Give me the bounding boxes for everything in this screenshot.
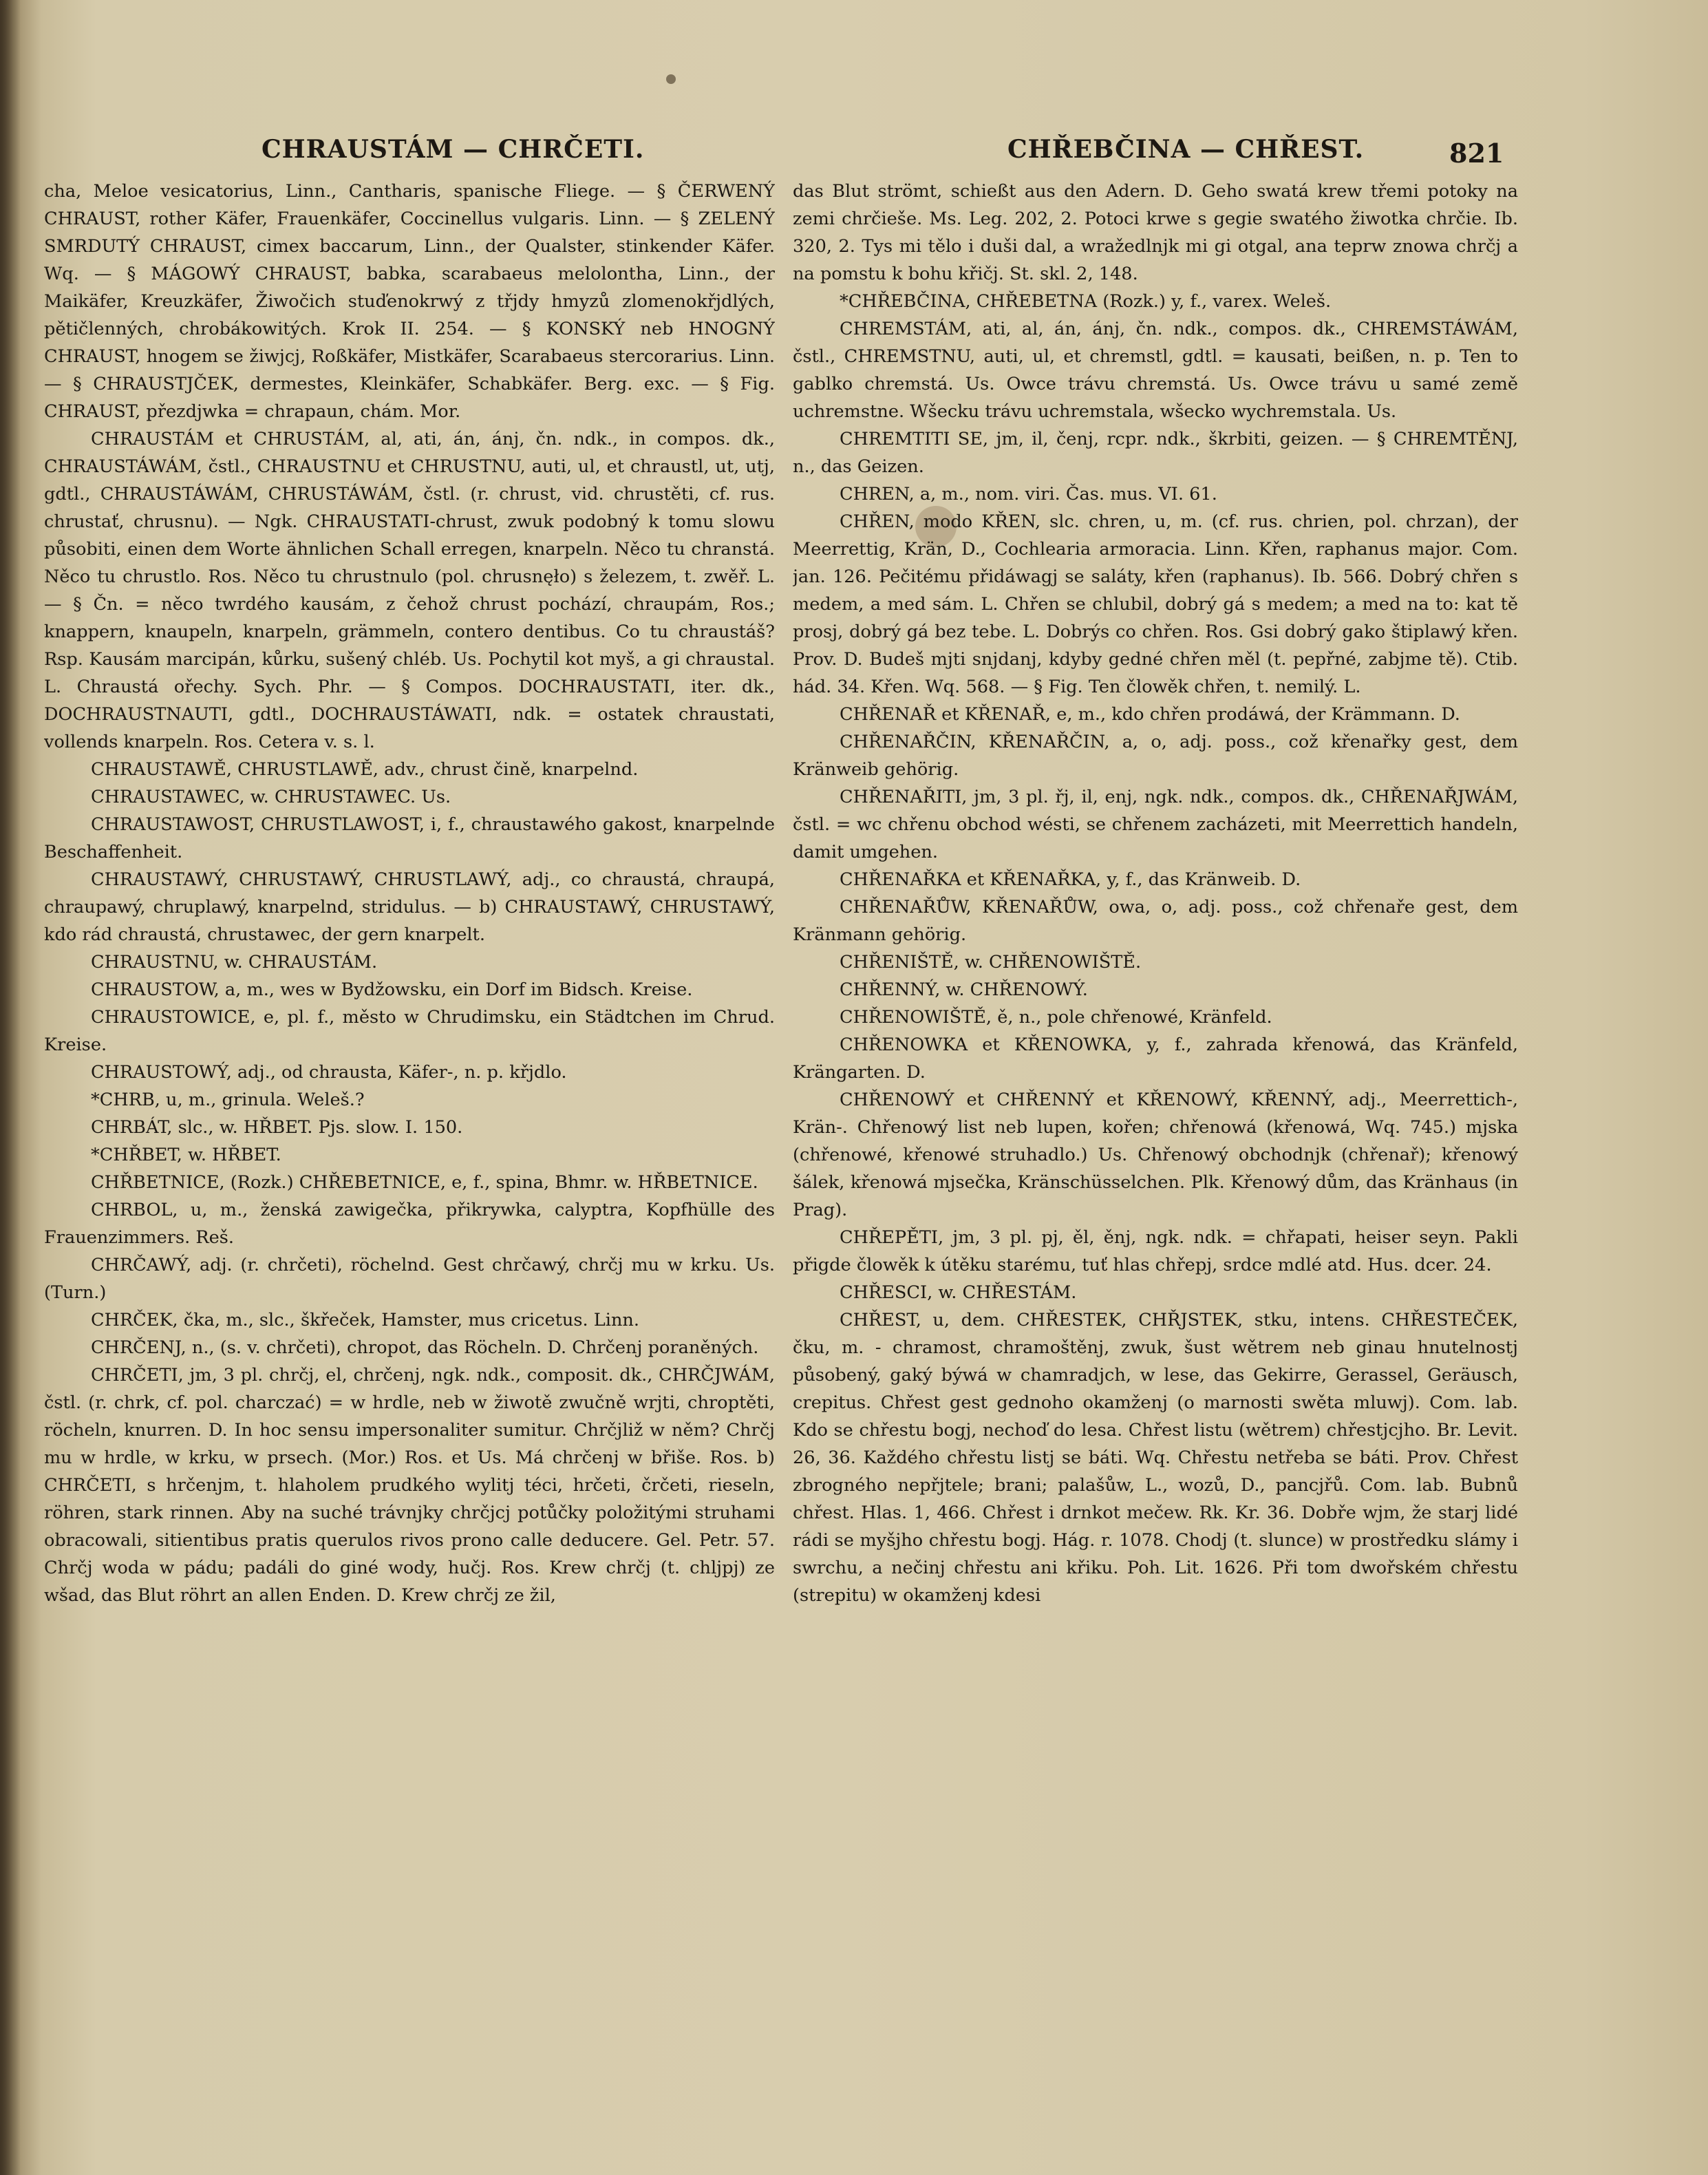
dictionary-entry: CHŘENOWIŠTĚ, ě, n., pole chřenowé, Kränfeld. [840, 1007, 1272, 1028]
dictionary-entry: CHREMSTÁM, ati, al, án, ánj, čn. ndk., compos. dk., CHREMSTÁWÁM, čstl., CHREMSTNU, auti, ul, et chremstl, gdtl. = kausati, beißen, n. p. Ten to gablko chremstá. Us. Owce trávu chremstá. Us. Owce trávu u samé země uchremstne. Wšecku trávu uchremstala, wšecko wychremstala. Us. [793, 319, 1518, 422]
dictionary-entry: CHRAUSTOW, a, m., wes w Bydžowsku, ein Dorf im Bidsch. Kreise. [91, 979, 693, 1000]
dictionary-entry: CHRČETI, jm, 3 pl. chrčj, el, chrčenj, ngk. ndk., composit. dk., CHRČJWÁM, čstl. (r. chrk, cf. pol. charczać) = w hrdle, neb w žiwotě zwučně wrjti, chroptěti, röcheln, knurren. D. In hoc sensu impersonaliter sumitur. Chrčjliž w něm? Chrčj mu w hrdle, w krku, w prsech. (Mor.) Ros. et Us. Má chrčenj w břiše. Ros. b) CHRČETI, s hrčenjm, t. hlaholem prudkého wylitj téci, hrčeti, črčeti, rieseln, röhren, stark rinnen. Aby na suché trávnjky chrčjcj potůčky položitými struhami obracowali, sitientibus pratis querulos rivos prono calle deducere. Gel. Petr. 57. Chrčj woda w pádu; padáli do giné wody, hučj. Ros. Krew chrčj (t. chljpj) ze wšad, das Blut röhrt an allen Enden. D. Krew chrčj ze žil, [44, 1365, 775, 1606]
dictionary-entry: CHŘENAŘ et KŘENAŘ, e, m., kdo chřen prodáwá, der Krämmann. D. [840, 704, 1460, 725]
dictionary-entry: cha, Meloe vesicatorius, Linn., Cantharis, spanische Fliege. — § ČERWENÝ CHRAUST, rother Käfer, Frauenkäfer, Coccinellus vulgaris. Linn. — § ZELENÝ SMRDUTÝ CHRAUST, cimex baccarum, Linn., der Qualster, stinkender Käfer. Wq. — § MÁGOWÝ CHRAUST, babka, scarabaeus melolontha, Linn., der Maikäfer, Kreuzkäfer, Žiwočich stuďenokrwý z třjdy hmyzů zlomenokřjdlých, pětičlenných, chrobákowitých. Krok II. 254. — § KONSKÝ neb HNOGNÝ CHRAUST, hnogem se žiwjcj, Roßkäfer, Mistkäfer, Scarabaeus stercorarius. Linn. — § CHRAUSTJČEK, dermestes, Kleinkäfer, Schabkäfer. Berg. exc. — § Fig. CHRAUST, přezdjwka = chrapaun, chám. Mor. [44, 181, 775, 422]
right-running-header: CHŘEBČINA — CHŘEST. [1007, 135, 1365, 164]
dictionary-entry: CHRČEK, čka, m., slc., škřeček, Hamster, mus cricetus. Linn. [91, 1310, 640, 1330]
dictionary-entry: CHŘENNÝ, w. CHŘENOWÝ. [840, 979, 1088, 1000]
dictionary-entry: CHŘENAŘITI, jm, 3 pl. řj, il, enj, ngk. ndk., compos. dk., CHŘENAŘJWÁM, čstl. = wc chřenu obchod wésti, se chřenem zacházeti, mit Meerrettich handeln, damit umgehen. [793, 787, 1518, 862]
dictionary-entry: CHRAUSTOWICE, e, pl. f., město w Chrudimsku, ein Städtchen im Chrud. Kreise. [44, 1007, 775, 1055]
dictionary-entry: CHREMTITI SE, jm, il, čenj, rcpr. ndk., škrbiti, geizen. — § CHREMTĚNJ, n., das Geizen. [793, 429, 1518, 477]
right-column [793, 178, 1518, 2146]
left-running-header: CHRAUSTÁM — CHRČETI. [261, 135, 645, 164]
left-column [44, 178, 775, 2146]
dictionary-entry: CHRAUSTAWEC, w. CHRUSTAWEC. Us. [91, 787, 451, 807]
dictionary-entry: CHRČENJ, n., (s. v. chrčeti), chropot, das Röcheln. D. Chrčenj poraněných. [91, 1337, 759, 1358]
dictionary-entry: CHRAUSTAWĚ, CHRUSTLAWĚ, adv., chrust čině, knarpelnd. [91, 759, 639, 780]
dictionary-entry: CHŘENAŘKA et KŘENAŘKA, y, f., das Kränweib. D. [840, 869, 1301, 890]
ink-dot-mark [666, 74, 676, 84]
page-number: 821 [1449, 138, 1504, 169]
dictionary-entry: CHŘENIŠTĚ, w. CHŘENOWIŠTĚ. [840, 952, 1142, 973]
dictionary-entry: CHRAUSTNU, w. CHRAUSTÁM. [91, 952, 378, 973]
dictionary-entry: CHŘEST, u, dem. CHŘESTEK, CHŘJSTEK, stku, intens. CHŘESTEČEK, čku, m. - chramost, chramoštěnj, zwuk, šust wětrem neb ginau hnutelnostj působený, gaký býwá w chamradjch, w lese, das Gekirre, Gerassel, Geräusch, crepitus. Chřest gest gednoho okamženj (o marnosti swěta mluwj). Com. lab. Kdo se chřestu bogj, nechoď do lesa. Chřest listu (wětrem) chřestjcjho. Br. Levit. 26, 36. Každého chřestu listj se báti. Wq. Chřestu netřeba se báti. Prov. Chřest zbrogného nepřjtele; brani; palašůw, L., wozů, D., pancjřů. Com. lab. Bubnů chřest. Hlas. 1, 466. Chřest i drnkot mečew. Rk. Kr. 36. Dobře wjm, že starj lidé rádi se myšjho chřestu bogj. Hág. r. 1078. Chodj (t. slunce) w prostředku slámy i swrchu, a nečinj chřestu ani křiku. Poh. Lit. 1626. Při tom dwořském chřestu (strepitu) w okamženj kdesi [793, 1310, 1518, 1606]
dictionary-entry: CHŘENAŘČIN, KŘENAŘČIN, a, o, adj. poss., což křenařky gest, dem Kränweib gehörig. [793, 732, 1518, 780]
dictionary-entry: CHRAUSTOWÝ, adj., od chrausta, Käfer-, n. p. křjdlo. [91, 1062, 567, 1083]
dictionary-entry: CHRBOL, u, m., ženská zawigečka, přikrywka, calyptra, Kopfhülle des Frauenzimmers. Reš. [44, 1200, 775, 1248]
dictionary-entry: CHŘENOWÝ et CHŘENNÝ et KŘENOWÝ, KŘENNÝ, adj., Meerrettich-, Krän-. Chřenowý list neb lupen, kořen; chřenowá (křenowá, Wq. 745.) mjska (chřenowé, křenowé struhadlo.) Us. Chřenowý obchodnjk (chřenař); křenowý šálek, křenowá mjsečka, Kränschüsselchen. Plk. Křenowý dům, das Kränhaus (in Prag). [793, 1090, 1518, 1220]
dictionary-entry: *CHRB, u, m., grinula. Weleš.? [91, 1090, 365, 1110]
dictionary-entry: das Blut strömt, schießt aus den Adern. D. Geho swatá krew třemi potoky na zemi chrčieše. Ms. Leg. 202, 2. Potoci krwe s gegie swatého žiwotka chrčie. Ib. 320, 2. Tys mi tělo i duši dal, a wražedlnjk mi gi otgal, ana teprw znowa chrčj a na pomstu k bohu křičj. St. skl. 2, 148. [793, 181, 1518, 284]
dictionary-entry: *CHŘBET, w. HŘBET. [91, 1145, 281, 1165]
dictionary-entry: CHŘEN, modo KŘEN, slc. chren, u, m. (cf. rus. chrien, pol. chrzan), der Meerrettig, Krän, D., Cochlearia armoracia. Linn. Křen, raphanus major. Com. jan. 126. Pečitému přidáwagj se saláty, křen (raphanus). Ib. 566. Dobrý chřen s medem, a med sám. L. Chřen se chlubil, dobrý gá s medem; a med na to: kat tě prosj, dobrý gá bez tebe. L. Dobrýs co chřen. Ros. Gsi dobrý gako štiplawý křen. Prov. D. Budeš mjti snjdanj, kdyby gedné chřen měl (t. pepřné, zabjme tě). Ctib. hád. 34. Křen. Wq. 568. — § Fig. Ten člowěk chřen, t. nemilý. L. [793, 511, 1518, 697]
dictionary-entry: CHŘESCI, w. CHŘESTÁM. [840, 1282, 1077, 1303]
dictionary-entry: CHRAUSTAWOST, CHRUSTLAWOST, i, f., chraustawého gakost, knarpelnde Beschaffenheit. [44, 814, 775, 862]
dictionary-entry: CHRAUSTÁM et CHRUSTÁM, al, ati, án, ánj, čn. ndk., in compos. dk., CHRAUSTÁWÁM, čstl., CHRAUSTNU et CHRUSTNU, auti, ul, et chraustl, ut, utj, gdtl., CHRAUSTÁWÁM, CHRUSTÁWÁM, čstl. (r. chrust, vid. chrustěti, cf. rus. chrustať, chrusnu). — Ngk. CHRAUSTATI-chrust, zwuk podobný k tomu slowu působiti, einen dem Worte ähnlichen Schall erregen, knarpeln. Něco tu chranstá. Něco tu chrustlo. Ros. Něco tu chrustnulo (pol. chrusnęło) s železem, t. zwěř. L. — § Čn. = něco twrdého kausám, z čehož chrust pochází, chraupám, Ros.; knappern, knaupeln, knarpeln, grämmeln, contero dentibus. Co tu chraustáš? Rsp. Kausám marcipán, kůrku, sušený chléb. Us. Pochytil kot myš, a gi chraustal. L. Chraustá ořechy. Sych. Phr. — § Compos. DOCHRAUSTATI, iter. dk., DOCHRAUSTNAUTI, gdtl., DOCHRAUSTÁWATI, ndk. = ostatek chraustati, vollends knarpeln. Ros. Cetera v. s. l. [44, 429, 775, 752]
book-gutter-shadow [0, 0, 21, 2175]
dictionary-entry: CHŘBETNICE, (Rozk.) CHŘEBETNICE, e, f., spina, Bhmr. w. HŘBETNICE. [91, 1172, 758, 1193]
dictionary-entry: CHRAUSTAWÝ, CHRUSTAWÝ, CHRUSTLAWÝ, adj., co chraustá, chraupá, chraupawý, chruplawý, knarpelnd, stridulus. — b) CHRAUSTAWÝ, CHRUSTAWÝ, kdo rád chraustá, chrustawec, der gern knarpelt. [44, 869, 775, 945]
dictionary-entry: CHREN, a, m., nom. viri. Čas. mus. VI. 61. [840, 484, 1217, 505]
dictionary-entry: *CHŘEBČINA, CHŘEBETNA (Rozk.) y, f., varex. Weleš. [840, 291, 1332, 312]
dictionary-entry: CHRČAWÝ, adj. (r. chrčeti), röchelnd. Gest chrčawý, chrčj mu w krku. Us. (Turn.) [44, 1255, 775, 1303]
dictionary-entry: CHŘENAŘŮW, KŘENAŘŮW, owa, o, adj. poss., což chřenaře gest, dem Kränmann gehörig. [793, 897, 1518, 945]
dictionary-entry: CHRBÁT, slc., w. HŘBET. Pjs. slow. I. 150. [91, 1117, 463, 1138]
dictionary-entry: CHŘENOWKA et KŘENOWKA, y, f., zahrada křenowá, das Kränfeld, Krängarten. D. [793, 1035, 1518, 1083]
dictionary-entry: CHŘEPĚTI, jm, 3 pl. pj, ěl, ěnj, ngk. ndk. = chřapati, heiser seyn. Pakli přigde člowěk k útěku starému, tuť hlas chřepj, srdce mdlé atd. Hus. dcer. 24. [793, 1227, 1518, 1275]
